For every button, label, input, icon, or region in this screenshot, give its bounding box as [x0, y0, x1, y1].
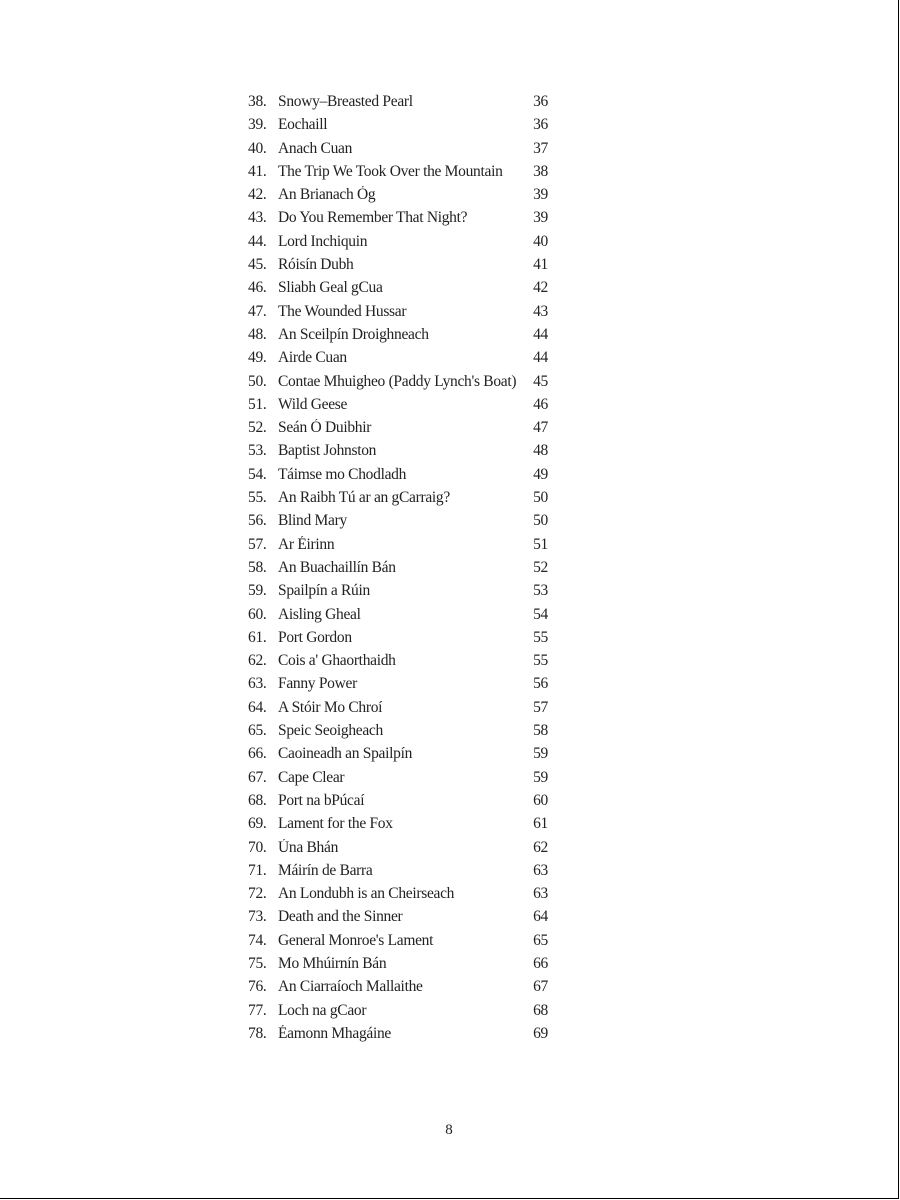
toc-entry-page: 49 — [533, 465, 548, 483]
toc-entry — [248, 93, 548, 116]
toc-entry-number: 40. — [248, 139, 267, 157]
toc-entry-title: Ar Éirinn — [278, 535, 335, 553]
toc-entry — [248, 419, 548, 442]
toc-entry-number: 77. — [248, 1001, 267, 1019]
toc-entry-number: 44. — [248, 232, 267, 250]
toc-entry-page: 47 — [533, 419, 548, 437]
toc-entry-page: 36 — [533, 116, 548, 134]
toc-entry-page: 61 — [533, 815, 548, 833]
toc-entry — [248, 885, 548, 908]
toc-entry-number: 49. — [248, 349, 267, 367]
toc-entry-number: 69. — [248, 815, 267, 833]
toc-entry-number: 75. — [248, 954, 267, 972]
toc-entry-title: Baptist Johnston — [278, 442, 377, 460]
toc-entry-page: 62 — [533, 838, 548, 856]
toc-entry-title: Lord Inchiquin — [278, 232, 368, 250]
toc-entry-title: Port Gordon — [278, 628, 352, 646]
toc-entry — [248, 326, 548, 349]
toc-entry-page: 53 — [533, 582, 548, 600]
toc-entry-page: 69 — [533, 1024, 548, 1042]
toc-entry — [248, 373, 548, 396]
toc-entry-page: 63 — [533, 885, 548, 903]
toc-entry-title: Úna Bhán — [278, 838, 339, 856]
toc-entry-number: 43. — [248, 209, 267, 227]
toc-entry-number: 70. — [248, 838, 267, 856]
toc-entry-number: 60. — [248, 605, 267, 623]
toc-entry-number: 65. — [248, 722, 267, 740]
toc-entry — [248, 279, 548, 302]
toc-entry-title: Port na bPúcaí — [278, 791, 365, 809]
toc-entry-page: 56 — [533, 675, 548, 693]
toc-entry-number: 39. — [248, 116, 267, 134]
toc-entry-title: An Londubh is an Cheirseach — [278, 885, 455, 903]
toc-entry-number: 47. — [248, 302, 267, 320]
toc-entry-page: 39 — [533, 186, 548, 204]
toc-entry-number: 61. — [248, 628, 267, 646]
toc-entry — [248, 1002, 548, 1025]
toc-entry-number: 71. — [248, 861, 267, 879]
toc-entry-title: The Trip We Took Over the Mountain — [278, 162, 503, 180]
toc-entry-page: 36 — [533, 93, 548, 110]
toc-entry-number: 45. — [248, 256, 267, 274]
toc-entry-page: 43 — [533, 302, 548, 320]
toc-entry-title: Cois a' Ghaorthaidh — [278, 652, 396, 670]
toc-entry-title: Wild Geese — [278, 395, 348, 413]
toc-entry-title: An Sceilpín Droighneach — [278, 325, 429, 343]
toc-entry-page: 54 — [533, 605, 548, 623]
toc-entry-title: General Monroe's Lament — [278, 931, 434, 949]
toc-entry-title: Snowy–Breasted Pearl — [278, 93, 413, 110]
toc-entry-title: Sliabh Geal gCua — [278, 279, 383, 297]
toc-entry-number: 67. — [248, 768, 267, 786]
toc-entry-number: 73. — [248, 908, 267, 926]
toc-entry-number: 53. — [248, 442, 267, 460]
toc-entry-title: Cape Clear — [278, 768, 345, 786]
toc-entry-number: 51. — [248, 395, 267, 413]
toc-entry-page: 68 — [533, 1001, 548, 1019]
toc-entry — [248, 908, 548, 931]
toc-entry — [248, 652, 548, 675]
toc-entry — [248, 233, 548, 256]
toc-entry-title: Speic Seoigheach — [278, 722, 383, 740]
toc-entry — [248, 745, 548, 768]
toc-entry-number: 58. — [248, 558, 267, 576]
toc-entry — [248, 839, 548, 862]
toc-entry-title: Táimse mo Chodladh — [278, 465, 407, 483]
toc-entry-title: Mo Mhúirnín Bán — [278, 954, 387, 972]
toc-entry-page: 66 — [533, 954, 548, 972]
toc-entry-page: 65 — [533, 931, 548, 949]
toc-entry-number: 72. — [248, 885, 267, 903]
toc-entry-title: An Ciarraíoch Mallaithe — [278, 978, 423, 996]
toc-entry — [248, 722, 548, 745]
toc-entry — [248, 629, 548, 652]
toc-entry-title: Do You Remember That Night? — [278, 209, 468, 227]
toc-entry-page: 38 — [533, 162, 548, 180]
toc-entry — [248, 792, 548, 815]
toc-entry-title: A Stóir Mo Chroí — [278, 698, 383, 716]
toc-entry — [248, 442, 548, 465]
toc-entry — [248, 349, 548, 372]
toc-entry-page: 45 — [533, 372, 548, 390]
toc-entry-title: An Buachaillín Bán — [278, 558, 396, 576]
toc-entry-number: 59. — [248, 582, 267, 600]
toc-entry-number: 52. — [248, 419, 267, 437]
toc-entry-title: Airde Cuan — [278, 349, 347, 367]
toc-entry-page: 60 — [533, 791, 548, 809]
toc-entry-number: 63. — [248, 675, 267, 693]
toc-entry — [248, 396, 548, 419]
toc-entry — [248, 606, 548, 629]
toc-entry-title: Anach Cuan — [278, 139, 353, 157]
toc-entry-page: 50 — [533, 512, 548, 530]
toc-entry-page: 44 — [533, 349, 548, 367]
toc-entry-title: Seán Ó Duibhir — [278, 419, 372, 437]
toc-entry-page: 48 — [533, 442, 548, 460]
toc-entry — [248, 815, 548, 838]
toc-entry — [248, 769, 548, 792]
toc-entry-number: 74. — [248, 931, 267, 949]
toc-entry-page: 57 — [533, 698, 548, 716]
toc-entry — [248, 932, 548, 955]
toc-entry — [248, 512, 548, 535]
toc-entry-number: 50. — [248, 372, 267, 390]
toc-entry — [248, 862, 548, 885]
toc-entry-title: Éamonn Mhagáine — [278, 1024, 392, 1042]
toc-entry-page: 59 — [533, 745, 548, 763]
toc-entry-number: 57. — [248, 535, 267, 553]
toc-entry-title: An Brianach Óg — [278, 186, 376, 204]
toc-entry-number: 46. — [248, 279, 267, 297]
toc-entry — [248, 140, 548, 163]
toc-entry — [248, 536, 548, 559]
toc-entry — [248, 699, 548, 722]
toc-entry — [248, 163, 548, 186]
toc-entry-title: Caoineadh an Spailpín — [278, 745, 413, 763]
toc-entry-number: 42. — [248, 186, 267, 204]
toc-entry-title: Eochaill — [278, 116, 328, 134]
toc-entry-page: 42 — [533, 279, 548, 297]
toc-entry — [248, 186, 548, 209]
table-of-contents — [248, 93, 548, 1048]
toc-entry-number: 48. — [248, 325, 267, 343]
toc-entry-number: 76. — [248, 978, 267, 996]
toc-entry-title: Spailpín a Rúin — [278, 582, 370, 600]
toc-entry-number: 68. — [248, 791, 267, 809]
toc-entry — [248, 978, 548, 1001]
toc-entry-title: Aisling Gheal — [278, 605, 361, 623]
toc-entry-page: 58 — [533, 722, 548, 740]
toc-entry-page: 55 — [533, 652, 548, 670]
toc-entry — [248, 955, 548, 978]
toc-entry-title: Máirín de Barra — [278, 861, 373, 879]
toc-entry-page: 41 — [533, 256, 548, 274]
toc-entry-page: 40 — [533, 232, 548, 250]
toc-entry-page: 51 — [533, 535, 548, 553]
toc-entry — [248, 1025, 548, 1048]
toc-entry — [248, 116, 548, 139]
toc-entry — [248, 303, 548, 326]
toc-entry-number: 66. — [248, 745, 267, 763]
toc-entry-title: The Wounded Hussar — [278, 302, 407, 320]
page-number: 8 — [445, 1122, 453, 1138]
toc-entry-number: 38. — [248, 93, 267, 110]
toc-entry — [248, 489, 548, 512]
toc-entry-page: 63 — [533, 861, 548, 879]
toc-entry-page: 55 — [533, 628, 548, 646]
toc-entry-page: 46 — [533, 395, 548, 413]
toc-entry — [248, 582, 548, 605]
toc-entry-title: Loch na gCaor — [278, 1001, 367, 1019]
toc-entry — [248, 209, 548, 232]
toc-entry-page: 37 — [533, 139, 548, 157]
toc-entry-number: 41. — [248, 162, 267, 180]
toc-entry-page: 39 — [533, 209, 548, 227]
toc-entry-page: 52 — [533, 558, 548, 576]
toc-entry-number: 55. — [248, 489, 267, 507]
toc-entry-page: 50 — [533, 489, 548, 507]
toc-entry-title: Fanny Power — [278, 675, 357, 693]
toc-entry-number: 64. — [248, 698, 267, 716]
toc-entry-page: 44 — [533, 325, 548, 343]
toc-entry — [248, 675, 548, 698]
toc-entry-title: Death and the Sinner — [278, 908, 403, 926]
toc-entry — [248, 256, 548, 279]
toc-entry-page: 59 — [533, 768, 548, 786]
toc-entry-number: 78. — [248, 1024, 267, 1042]
toc-entry-title: Contae Mhuigheo (Paddy Lynch's Boat) — [278, 372, 517, 390]
toc-entry-title: Lament for the Fox — [278, 815, 393, 833]
toc-entry-page: 67 — [533, 978, 548, 996]
toc-entry-title: Róisín Dubh — [278, 256, 354, 274]
toc-entry-number: 62. — [248, 652, 267, 670]
toc-entry-page: 64 — [533, 908, 548, 926]
toc-entry-title: An Raibh Tú ar an gCarraig? — [278, 489, 450, 507]
toc-entry — [248, 559, 548, 582]
toc-entry-number: 54. — [248, 465, 267, 483]
toc-entry-number: 56. — [248, 512, 267, 530]
toc-entry — [248, 466, 548, 489]
toc-entry-title: Blind Mary — [278, 512, 347, 530]
